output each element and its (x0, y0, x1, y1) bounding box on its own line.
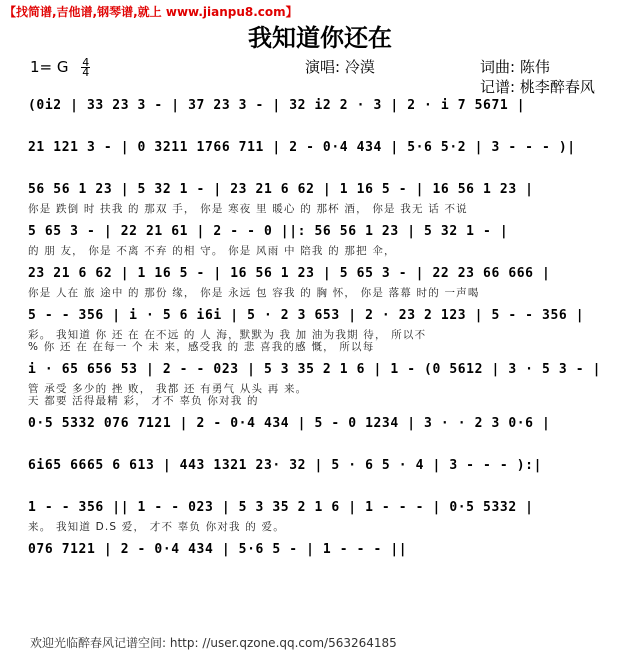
score-line (0, 222, 640, 264)
time-den: 4 (82, 66, 90, 79)
singer: 演唱: 冷漠 (305, 58, 375, 76)
lyric-music-credit: 词曲: 陈伟 (480, 58, 550, 76)
notes-line: 5 65 3 - | 22 21 61 | 2 - - 0 ||: 56 56 1 23 | 5 32 1 - | (28, 224, 509, 239)
notes-line: 6i65 6665 6 613 | 443 1321 23· 32 | 5 · 6 5 · 4 | 3 - - - ):| (28, 458, 543, 473)
lyrics-line-2: % 你 还 在 在每一 个 未 来，感受我 的 悲 喜我的感 慨， 所以每 (28, 341, 375, 353)
notes-line: 21 121 3 - | 0 3211 1766 711 | 2 - 0·4 434 | 5·6 5·2 | 3 - - - )| (28, 140, 576, 155)
time-num: 4 (82, 56, 90, 69)
score-line (0, 264, 640, 306)
key-label: 1= G (30, 58, 69, 76)
notes-line: 0·5 5332 076 7121 | 2 - 0·4 434 | 5 - 0 1234 | 3 · · 2 3 0·6 | (28, 416, 551, 431)
song-title: 我知道你还在 (248, 24, 392, 52)
score-line (0, 138, 640, 180)
score-line (0, 498, 640, 540)
score-line (0, 96, 640, 138)
lyrics-line-2: 天 都要 活得最精 彩， 才不 辜负 你对我 的 (28, 395, 259, 407)
notes-line: 23 21 6 62 | 1 16 5 - | 16 56 1 23 | 5 65 3 - | 22 23 66 666 | (28, 266, 551, 281)
score-line (0, 306, 640, 360)
notes-line: 076 7121 | 2 - 0·4 434 | 5·6 5 - | 1 - - - || (28, 542, 408, 557)
lyrics-line: 的 朋 友， 你是 不离 不弃 的相 守。 你是 风雨 中 陪我 的 那把 伞， (28, 245, 396, 257)
key-signature (30, 58, 90, 77)
notes-line: 5 - - 356 | i · 5 6 i6i | 5 · 2 3 653 | 2 · 23 2 123 | 5 - - 356 | (28, 308, 585, 323)
notes-line: 1 - - 356 || 1 - - 023 | 5 3 35 2 1 6 | 1 - - - | 0·5 5332 | (28, 500, 534, 515)
score-line (0, 540, 640, 582)
score-line (0, 360, 640, 414)
notes-line: (0i2 | 33 23 3 - | 37 23 3 - | 32 i2 2 · 3 | 2 · i 7 5671 | (28, 98, 526, 113)
score-line (0, 180, 640, 222)
notes-line: i · 65 656 53 | 2 - - 023 | 5 3 35 2 1 6 | 1 - (0 5612 | 3 · 5 3 - | (28, 362, 602, 377)
lyrics-line: 管 承受 多少的 挫 败， 我都 还 有勇气 从头 再 来。 (28, 383, 308, 395)
transcriber-credit: 记谱: 桃李醉春风 (480, 78, 595, 96)
score (0, 96, 640, 582)
footer-note: 欢迎光临醉春风记谱空间: http: //user.qzone.qq.com/563264185 (30, 636, 397, 650)
top-note: 【找简谱,吉他谱,钢琴谱,就上 www.jianpu8.com】 (4, 5, 298, 19)
lyrics-line: 你是 人在 旅 途中 的 那份 缘， 你是 永远 包 容我 的 胸 怀， 你是 落幕 时的 一声喝 (28, 287, 480, 299)
time-signature (81, 58, 90, 77)
notes-line: 56 56 1 23 | 5 32 1 - | 23 21 6 62 | 1 16 5 - | 16 56 1 23 | (28, 182, 534, 197)
score-line (0, 414, 640, 456)
lyrics-line: 你是 跌倒 时 扶我 的 那双 手， 你是 寒夜 里 暖心 的 那杯 酒， 你是 我无 话 不说 (28, 203, 468, 215)
score-line (0, 456, 640, 498)
lyrics-line: 彩。 我知道 你 还 在 在不远 的 人 海，默默为 我 加 油为我期 待， 所以不 (28, 329, 427, 341)
lyrics-line: 来。 我知道 D.S 爱， 才不 辜负 你对我 的 爱。 (28, 521, 285, 533)
